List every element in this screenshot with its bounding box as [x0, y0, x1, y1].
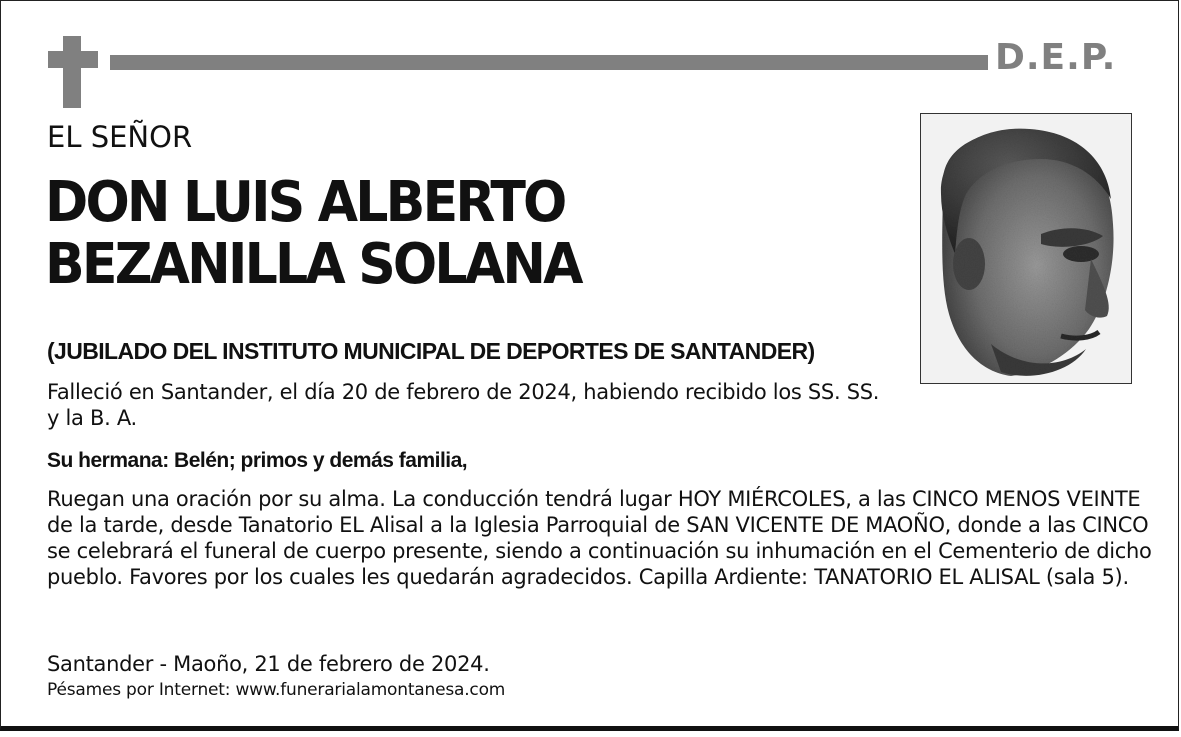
name-line-1: DON LUIS ALBERTO — [45, 170, 565, 235]
deceased-name — [45, 172, 581, 296]
occupation-subtitle: (JUBILADO DEL INSTITUTO MUNICIPAL DE DEPORTES DE SANTANDER) — [47, 338, 815, 364]
family-line: Su hermana: Belén; primos y demás familia, — [47, 449, 468, 472]
place-date: Santander - Maoño, 21 de febrero de 2024. — [47, 652, 490, 676]
dep-label: D.E.P. — [995, 37, 1117, 78]
portrait-photo — [920, 113, 1132, 384]
ceremony-text: Ruegan una oración por su alma. La conducción tendrá lugar HOY MIÉRCOLES, a las CINCO MENOS VEINTE de la tarde, desde Tanatorio EL Alisal a la Iglesia Parroquial de SAN VICENTE DE MAOÑO, donde a las CINCO se celebrará el funeral de cuerpo presente, siendo a continuación su inhumación en el Cementerio de dicho pueblo. Favores por los cuales les quedarán agradecidos. Capilla Ardiente: TANATORIO EL ALISAL (sala 5). — [47, 487, 1152, 589]
condolences-line: Pésames por Internet: www.funerarialamontanesa.com — [47, 680, 506, 700]
death-notice: Falleció en Santander, el día 20 de febrero de 2024, habiendo recibido los SS. SS. y la B. A. — [47, 380, 880, 430]
intro-text: EL SEÑOR — [47, 120, 193, 154]
header-rule — [110, 55, 988, 70]
name-line-2: BEZANILLA SOLANA — [45, 232, 581, 297]
